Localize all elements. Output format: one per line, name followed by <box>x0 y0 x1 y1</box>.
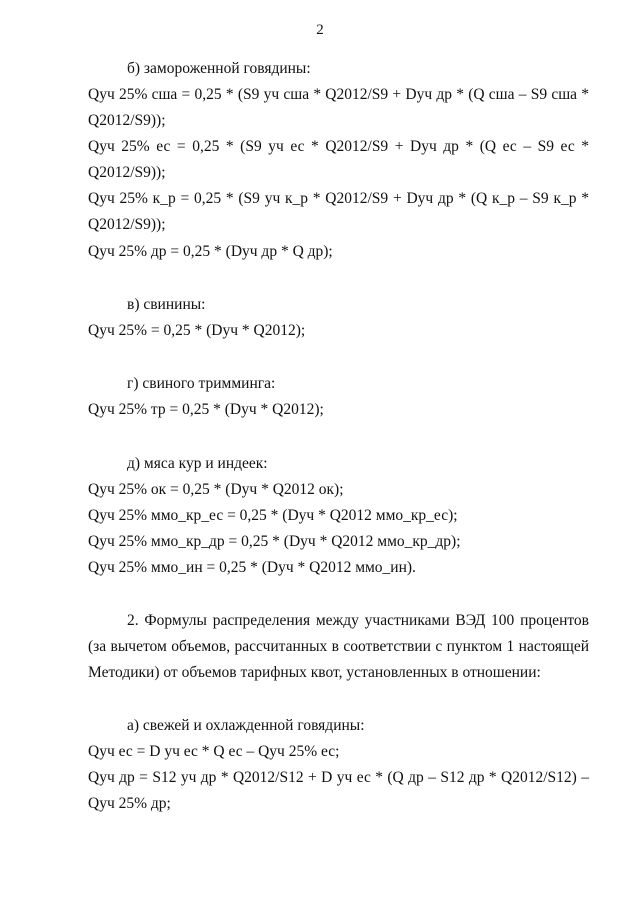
formula-line: Qуч 25% ммо_ин = 0,25 * (Dуч * Q2012 ммо_ин). <box>88 559 416 576</box>
formula-line: Qуч др = S12 уч др * Q2012/S12 + D уч ес * (Q др – S12 др * Q2012/S12) – <box>88 769 589 786</box>
formula-line: Qуч ес = D уч ес * Q ес – Qуч 25% ес; <box>88 743 340 760</box>
formula-line: Qуч 25% ммо_кр_ес = 0,25 * (Dуч * Q2012 ммо_кр_ес); <box>88 507 458 524</box>
page-number: 2 <box>316 22 324 38</box>
formula-line: Qуч 25% др; <box>88 795 171 812</box>
clause-2-paragraph: 2. Формулы распределения между участниками ВЭД 100 процентов <box>127 612 589 629</box>
formula-line: Qуч 25% = 0,25 * (Dуч * Q2012); <box>88 322 306 339</box>
formula-line: Qуч 25% ес = 0,25 * (S9 уч ес * Q2012/S9 + Dуч др * (Q ес – S9 ес * <box>88 138 589 155</box>
formula-line: Qуч 25% др = 0,25 * (Dуч др * Q др); <box>88 243 333 260</box>
formula-line: Qуч 25% ок = 0,25 * (Dуч * Q2012 ок); <box>88 481 344 498</box>
section-heading-pork: в) свинины: <box>127 296 206 313</box>
formula-line: Qуч 25% сша = 0,25 * (S9 уч сша * Q2012/S9 + Dуч др * (Q сша – S9 сша * <box>88 86 589 103</box>
clause-2-paragraph: (за вычетом объемов, рассчитанных в соответствии с пунктом 1 настоящей <box>88 638 589 655</box>
formula-line: Qуч 25% к_р = 0,25 * (S9 уч к_р * Q2012/S9 + Dуч др * (Q к_р – S9 к_р * <box>88 190 589 207</box>
section-heading-poultry: д) мяса кур и индеек: <box>127 455 268 472</box>
formula-line: Q2012/S9)); <box>88 112 166 129</box>
section-heading-frozen-beef: б) замороженной говядины: <box>127 60 311 77</box>
formula-line: Qуч 25% тр = 0,25 * (Dуч * Q2012); <box>88 401 324 418</box>
section-heading-pork-trimming: г) свиного тримминга: <box>127 375 276 392</box>
section-heading-fresh-beef: а) свежей и охлажденной говядины: <box>127 717 365 734</box>
clause-2-paragraph: Методики) от объемов тарифных квот, установленных в отношении: <box>88 664 541 681</box>
formula-line: Q2012/S9)); <box>88 216 166 233</box>
formula-line: Q2012/S9)); <box>88 164 166 181</box>
formula-line: Qуч 25% ммо_кр_др = 0,25 * (Dуч * Q2012 ммо_кр_др); <box>88 533 461 550</box>
